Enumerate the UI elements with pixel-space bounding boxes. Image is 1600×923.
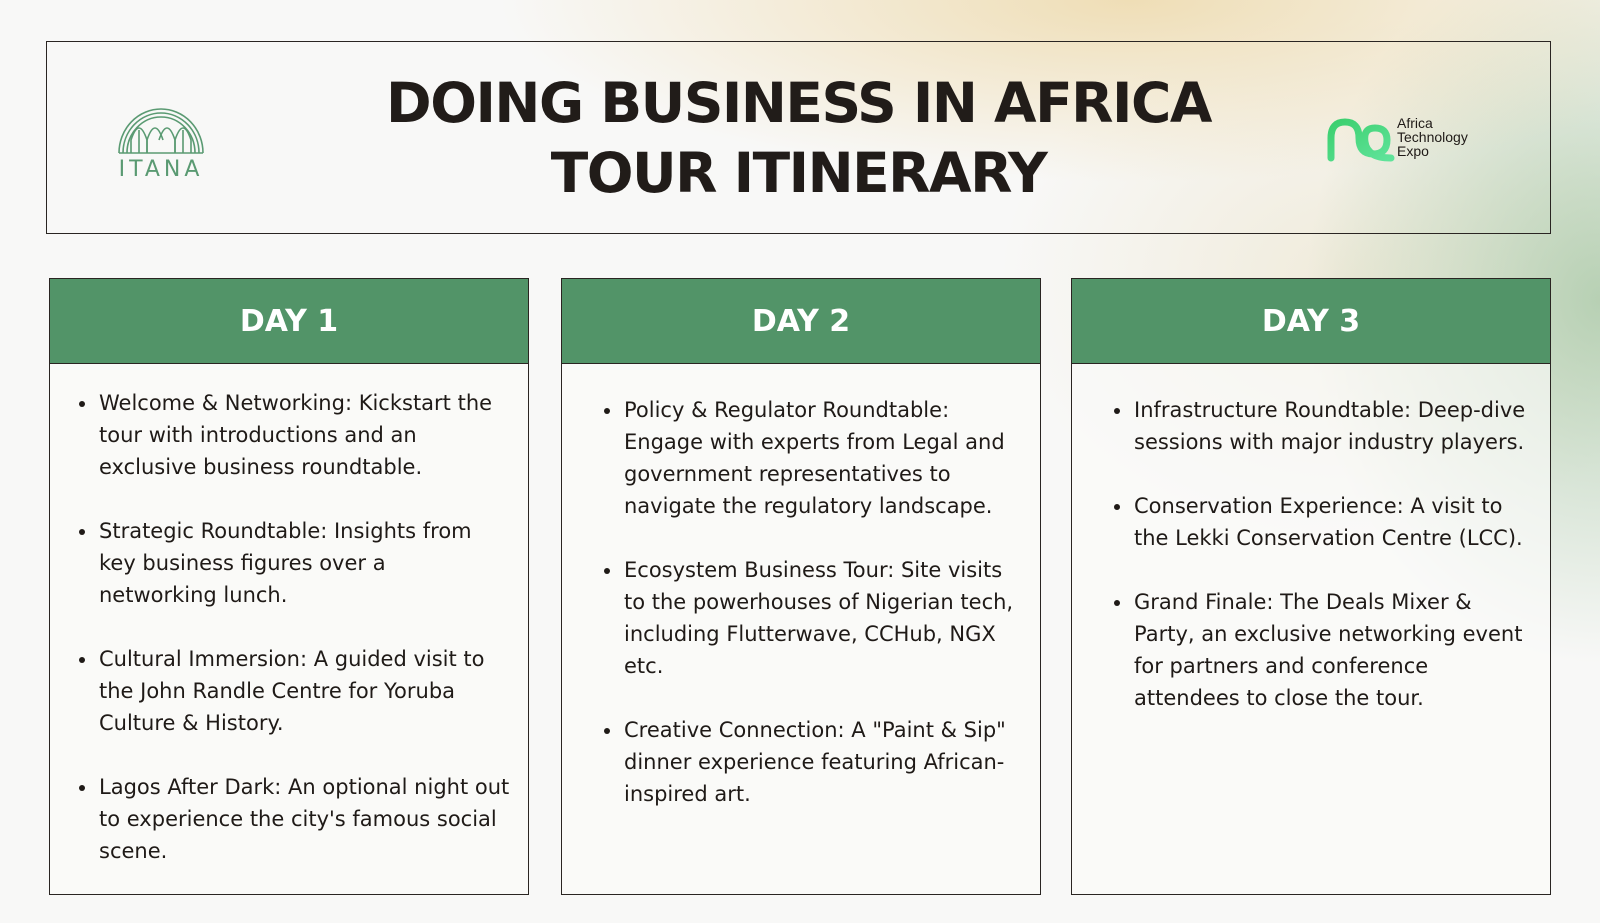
list-item: Grand Finale: The Deals Mixer & Party, an exclusive networking event for partners and conference attendees to close the tour. <box>1134 586 1532 714</box>
day-1-card <box>49 278 529 895</box>
day-2-header: DAY 2 <box>562 279 1040 364</box>
list-item: Conservation Experience: A visit to the Lekki Conservation Centre (LCC). <box>1134 490 1532 554</box>
list-item: Infrastructure Roundtable: Deep-dive sessions with major industry players. <box>1134 394 1532 458</box>
title-line-2: TOUR ITINERARY <box>550 141 1047 205</box>
ate-line-africa: Africa <box>1397 115 1433 131</box>
title-line-1: DOING BUSINESS IN AFRICA <box>386 71 1211 135</box>
list-item: Ecosystem Business Tour: Site visits to the powerhouses of Nigerian tech, including Flutterwave, CCHub, NGX etc. <box>624 554 1022 682</box>
itana-wordmark: ITANA <box>118 157 204 182</box>
list-item: Welcome & Networking: Kickstart the tour with introductions and an exclusive business roundtable. <box>99 387 510 483</box>
ate-wordmark <box>1397 116 1468 158</box>
list-item: Lagos After Dark: An optional night out to experience the city's famous social scene. <box>99 771 510 867</box>
africa-technology-expo-logo <box>1325 114 1485 164</box>
day-3-activities <box>1072 364 1550 714</box>
day-3-card <box>1071 278 1551 895</box>
day-2-card <box>561 278 1041 895</box>
list-item: Policy & Regulator Roundtable: Engage with experts from Legal and government representatives to navigate the regulatory landscape. <box>624 394 1022 522</box>
list-item: Strategic Roundtable: Insights from key business figures over a networking lunch. <box>99 515 510 611</box>
day-3-header: DAY 3 <box>1072 279 1550 364</box>
day-2-activities <box>562 364 1040 810</box>
ate-line-expo: Expo <box>1397 143 1429 159</box>
header-banner <box>46 41 1551 234</box>
list-item: Creative Connection: A "Paint & Sip" dinner experience featuring African-inspired art. <box>624 714 1022 810</box>
list-item: Cultural Immersion: A guided visit to the John Randle Centre for Yoruba Culture & History. <box>99 643 510 739</box>
day-1-header: DAY 1 <box>50 279 528 364</box>
ate-line-technology: Technology <box>1397 129 1468 145</box>
day-1-activities <box>50 364 528 867</box>
ate-swirl-icon <box>1325 114 1397 164</box>
